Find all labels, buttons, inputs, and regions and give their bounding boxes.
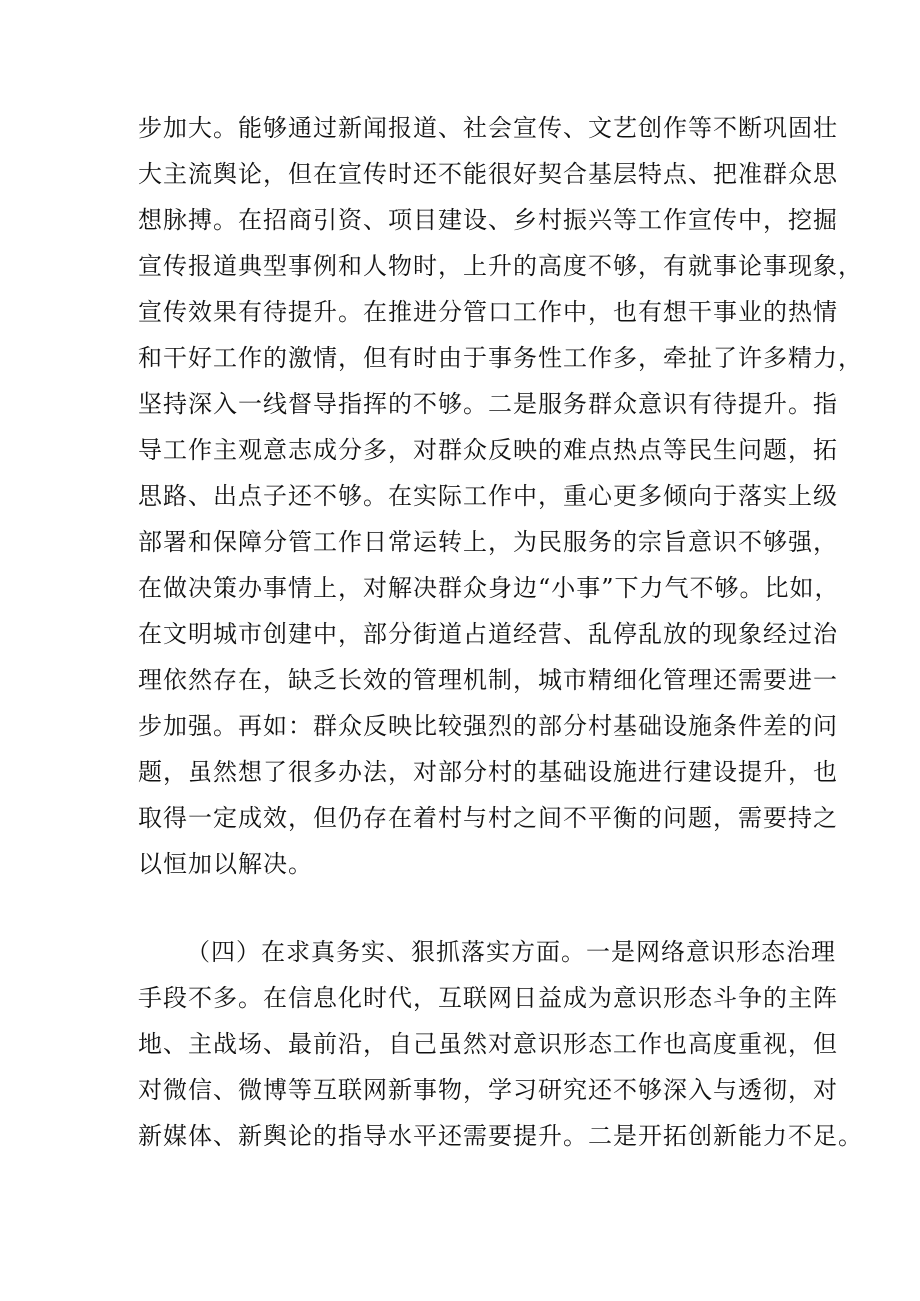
paragraph-1-line: 步加大。能够通过新闻报道、社会宣传、文艺创作等不断巩固壮 (138, 114, 838, 142)
paragraph-1-line: 以恒加以解决。 (138, 850, 313, 878)
paragraph-1-line: 在文明城市创建中，部分街道占道经营、乱停乱放的现象经过治 (138, 620, 838, 648)
paragraph-2-line: （四）在求真务实、狠抓落实方面。一是网络意识形态治理 (186, 938, 836, 966)
paragraph-1-line: 取得一定成效，但仍存在着村与村之间不平衡的问题，需要持之 (138, 804, 838, 832)
paragraph-1-line: 思路、出点子还不够。在实际工作中，重心更多倾向于落实上级 (138, 482, 838, 510)
paragraph-1-line: 想脉搏。在招商引资、项目建设、乡村振兴等工作宣传中，挖掘 (138, 206, 838, 234)
paragraph-2-line: 新媒体、新舆论的指导水平还需要提升。二是开拓创新能力不足。 (138, 1122, 863, 1150)
paragraph-1-line: 大主流舆论，但在宣传时还不能很好契合基层特点、把准群众思 (138, 160, 838, 188)
paragraph-1-line: 步加强。再如：群众反映比较强烈的部分村基础设施条件差的问 (138, 712, 838, 740)
paragraph-1-line: 在做决策办事情上，对解决群众身边“小事”下力气不够。比如， (138, 574, 840, 602)
paragraph-1-line: 和干好工作的激情，但有时由于事务性工作多，牵扯了许多精力， (138, 344, 863, 372)
paragraph-2-line: 手段不多。在信息化时代，互联网日益成为意识形态斗争的主阵 (138, 984, 838, 1012)
paragraph-1-line: 部署和保障分管工作日常运转上，为民服务的宗旨意识不够强， (138, 528, 838, 556)
paragraph-1-line: 理依然存在，缺乏长效的管理机制，城市精细化管理还需要进一 (138, 666, 838, 694)
paragraph-1-line: 导工作主观意志成分多，对群众反映的难点热点等民生问题，拓 (138, 436, 838, 464)
paragraph-2-line: 对微信、微博等互联网新事物，学习研究还不够深入与透彻，对 (138, 1076, 838, 1104)
paragraph-1-line: 宣传效果有待提升。在推进分管口工作中，也有想干事业的热情 (138, 298, 838, 326)
paragraph-1-line: 题，虽然想了很多办法，对部分村的基础设施进行建设提升，也 (138, 758, 838, 786)
paragraph-1-line: 宣传报道典型事例和人物时，上升的高度不够，有就事论事现象， (138, 252, 863, 280)
paragraph-1-line: 坚持深入一线督导指挥的不够。二是服务群众意识有待提升。指 (138, 390, 838, 418)
paragraph-2-line: 地、主战场、最前沿，自己虽然对意识形态工作也高度重视，但 (138, 1030, 838, 1058)
